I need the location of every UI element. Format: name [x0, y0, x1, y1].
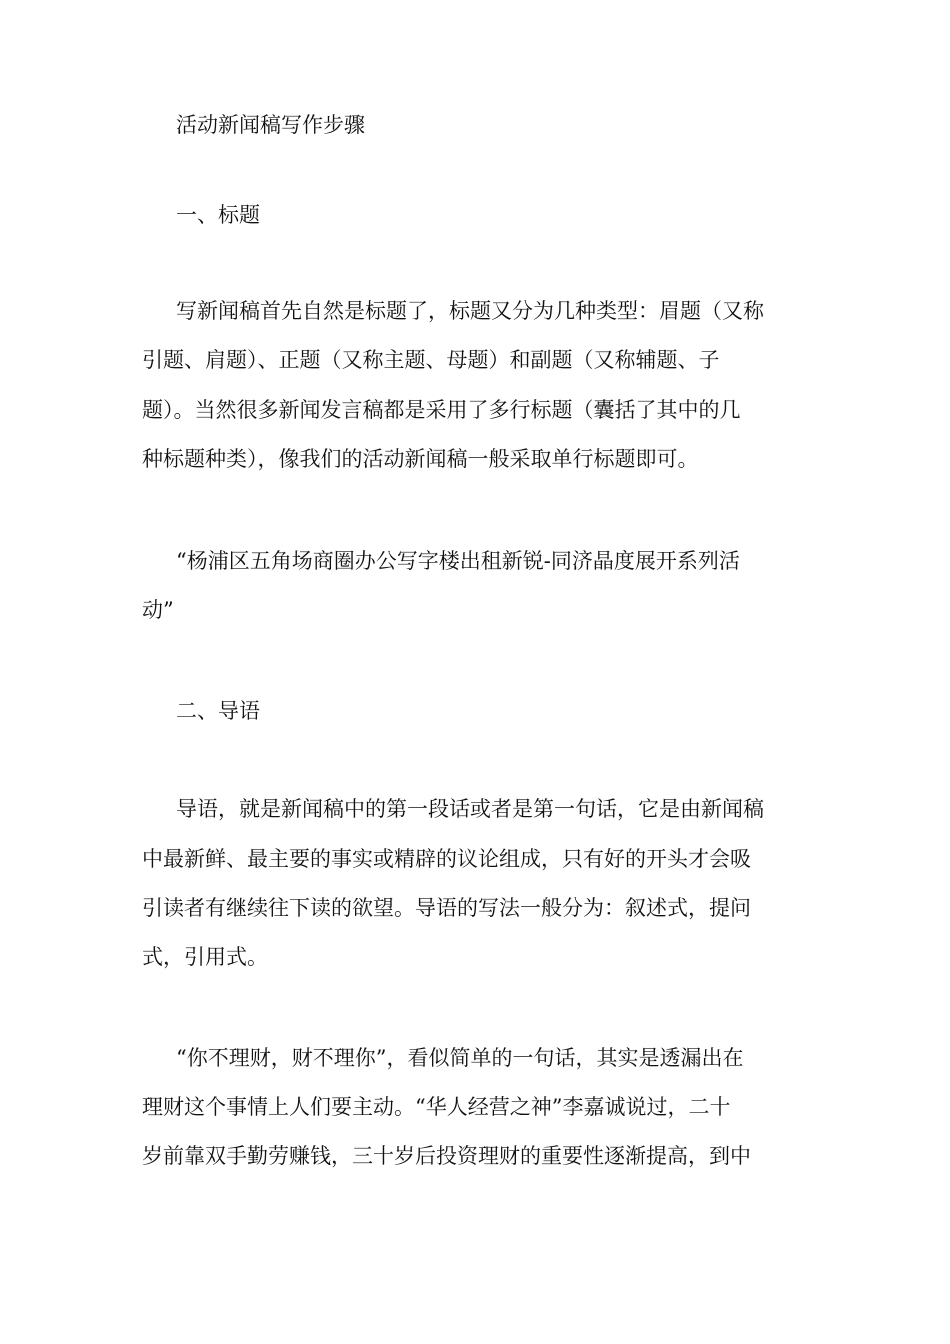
paragraph-line: 导语，就是新闻稿中的第一段话或者是第一句话，它是由新闻稿: [176, 797, 764, 821]
paragraph-line: “你不理财，财不理你”，看似简单的一句话，其实是透漏出在: [176, 1046, 744, 1070]
paragraph-line: 引题、肩题）、正题（又称主题、母题）和副题（又称辅题、子: [142, 348, 720, 372]
paragraph-line: 种标题种类），像我们的活动新闻稿一般采取单行标题即可。: [142, 447, 699, 471]
section-heading-title: 一、标题: [176, 203, 260, 227]
paragraph-line: 题）。当然很多新闻发言稿都是采用了多行标题（囊括了其中的几: [142, 398, 741, 422]
example-title-line: 动”: [142, 598, 174, 622]
paragraph-line: 写新闻稿首先自然是标题了，标题又分为几种类型：眉题（又称: [176, 299, 764, 323]
paragraph-line: 理财这个事情上人们要主动。“华人经营之神”李嘉诚说过，二十: [142, 1095, 731, 1119]
document-title: 活动新闻稿写作步骤: [176, 113, 365, 137]
example-title-line: “杨浦区五角场商圈办公写字楼出租新锐-同济晶度展开系列活: [176, 549, 740, 573]
section-heading-lead: 二、导语: [176, 699, 260, 723]
paragraph-line: 式，引用式。: [142, 945, 268, 969]
paragraph-line: 中最新鲜、最主要的事实或精辟的议论组成，只有好的开头才会吸: [142, 847, 751, 871]
paragraph-line: 岁前靠双手勤劳赚钱，三十岁后投资理财的重要性逐渐提高，到中: [142, 1144, 751, 1168]
paragraph-line: 引读者有继续往下读的欲望。导语的写法一般分为：叙述式，提问: [142, 896, 751, 920]
